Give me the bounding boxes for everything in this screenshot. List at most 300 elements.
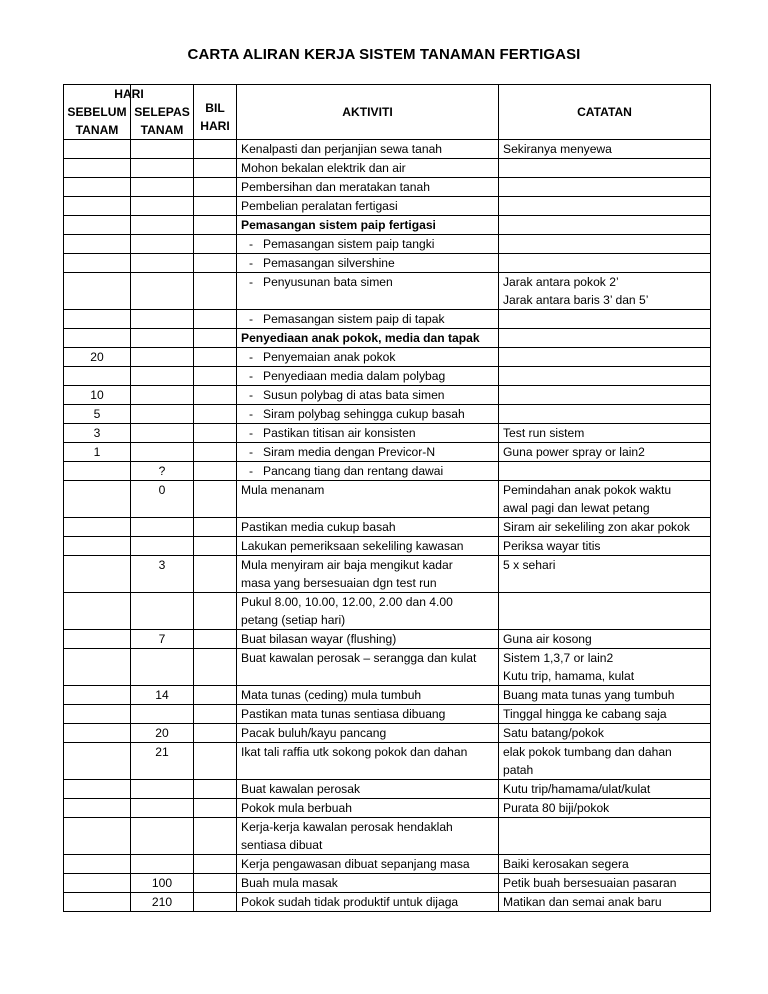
selepas-tanam-cell: [131, 310, 194, 329]
table-row: [64, 743, 711, 780]
aktiviti-line: Penyusunan bata simen: [263, 275, 393, 289]
sebelum-tanam-cell: 1: [64, 443, 131, 462]
selepas-tanam-cell: [131, 593, 194, 630]
catatan-cell: [499, 537, 711, 556]
aktiviti-line: Pukul 8.00, 10.00, 12.00, 2.00 dan 4.00: [241, 595, 453, 609]
sebelum-tanam-cell: [64, 254, 131, 273]
catatan-cell: [499, 556, 711, 593]
list-dash: -: [249, 237, 254, 251]
header-hari: HARI: [114, 87, 144, 101]
sebelum-tanam-cell: [64, 724, 131, 743]
catatan-cell: [499, 329, 711, 348]
sebelum-tanam-cell: [64, 159, 131, 178]
bil-hari-cell: [194, 724, 237, 743]
catatan-cell: [499, 893, 711, 912]
catatan-cell: [499, 140, 711, 159]
aktiviti-cell: [237, 893, 499, 912]
aktiviti-text: [241, 743, 494, 761]
bil-hari-cell: [194, 481, 237, 518]
aktiviti-text: [241, 574, 494, 592]
selepas-tanam-cell: [131, 178, 194, 197]
selepas-tanam-cell: [131, 254, 194, 273]
selepas-tanam-cell: 210: [131, 893, 194, 912]
aktiviti-cell: [237, 743, 499, 780]
aktiviti-line: masa yang bersesuaian dgn test run: [241, 576, 437, 590]
catatan-line: [503, 235, 706, 253]
aktiviti-cell: [237, 178, 499, 197]
catatan-line: elak pokok tumbang dan dahan: [503, 745, 672, 759]
aktiviti-line: Pancang tiang dan rentang dawai: [263, 464, 444, 478]
catatan-line: Guna power spray or lain2: [503, 445, 645, 459]
aktiviti-line: Buat kawalan perosak: [241, 782, 360, 796]
table-row: [64, 705, 711, 724]
selepas-tanam-cell: [131, 405, 194, 424]
aktiviti-cell: [237, 593, 499, 630]
selepas-tanam-cell: [131, 818, 194, 855]
catatan-line: Kutu trip/hamama/ulat/kulat: [503, 782, 651, 796]
aktiviti-cell: [237, 518, 499, 537]
sebelum-tanam-cell: [64, 273, 131, 310]
bil-hari-cell: [194, 367, 237, 386]
sebelum-tanam-cell: [64, 556, 131, 593]
aktiviti-text: [241, 310, 494, 328]
bil-hari-cell: [194, 780, 237, 799]
sebelum-tanam-cell: [64, 178, 131, 197]
bil-hari-cell: [194, 443, 237, 462]
catatan-line: [503, 836, 706, 854]
catatan-line: [503, 611, 706, 629]
catatan-line: Baiki kerosakan segera: [503, 857, 629, 871]
aktiviti-text: [241, 799, 494, 817]
selepas-tanam-cell: [131, 855, 194, 874]
table-row: [64, 724, 711, 743]
sebelum-tanam-cell: [64, 310, 131, 329]
catatan-line: awal pagi dan lewat petang: [503, 501, 650, 515]
sebelum-tanam-cell: [64, 630, 131, 649]
catatan-line: Matikan dan semai anak baru: [503, 895, 662, 909]
bil-hari-cell: [194, 178, 237, 197]
aktiviti-text: [241, 518, 494, 536]
selepas-tanam-cell: [131, 443, 194, 462]
catatan-line: Tinggal hingga ke cabang saja: [503, 707, 667, 721]
aktiviti-line: Mohon bekalan elektrik dan air: [241, 161, 406, 175]
aktiviti-text: [241, 367, 494, 385]
workflow-table: [63, 84, 711, 912]
table-row: [64, 178, 711, 197]
catatan-line: [503, 254, 706, 272]
aktiviti-text: [241, 159, 494, 177]
list-dash: -: [249, 464, 254, 478]
aktiviti-line: Kerja pengawasan dibuat sepanjang masa: [241, 857, 470, 871]
aktiviti-line: Pemasangan sistem paip di tapak: [263, 312, 445, 326]
aktiviti-line: Buah mula masak: [241, 876, 338, 890]
header-catatan: CATATAN: [499, 85, 711, 140]
catatan-cell: [499, 780, 711, 799]
aktiviti-cell: [237, 348, 499, 367]
bil-hari-cell: [194, 893, 237, 912]
aktiviti-line: Penyediaan anak pokok, media dan tapak: [241, 331, 480, 345]
catatan-line: [503, 310, 706, 328]
catatan-cell: [499, 630, 711, 649]
aktiviti-line: Susun polybag di atas bata simen: [263, 388, 445, 402]
aktiviti-text: [241, 499, 494, 517]
catatan-cell: [499, 855, 711, 874]
sebelum-tanam-cell: [64, 799, 131, 818]
catatan-cell: [499, 743, 711, 780]
selepas-tanam-cell: 21: [131, 743, 194, 780]
aktiviti-cell: [237, 874, 499, 893]
aktiviti-cell: [237, 799, 499, 818]
aktiviti-line: Buat kawalan perosak – serangga dan kulat: [241, 651, 477, 665]
table-row: [64, 481, 711, 518]
table-row: [64, 140, 711, 159]
selepas-tanam-cell: [131, 649, 194, 686]
aktiviti-text: [241, 537, 494, 555]
header-sebelum-line2: TANAM: [75, 123, 119, 137]
table-row: [64, 443, 711, 462]
aktiviti-cell: [237, 140, 499, 159]
aktiviti-line: Pastikan mata tunas sentiasa dibuang: [241, 707, 446, 721]
catatan-cell: [499, 235, 711, 254]
selepas-tanam-cell: [131, 537, 194, 556]
aktiviti-line: Ikat tali raffia utk sokong pokok dan dahan: [241, 745, 468, 759]
bil-hari-cell: [194, 593, 237, 630]
aktiviti-text: [241, 140, 494, 158]
catatan-line: [503, 574, 706, 592]
catatan-cell: [499, 874, 711, 893]
selepas-tanam-cell: 100: [131, 874, 194, 893]
table-row: [64, 424, 711, 443]
selepas-tanam-cell: [131, 197, 194, 216]
catatan-cell: [499, 197, 711, 216]
table-row: [64, 235, 711, 254]
list-dash: -: [249, 407, 254, 421]
catatan-line: Periksa wayar titis: [503, 539, 601, 553]
selepas-tanam-cell: [131, 235, 194, 254]
catatan-cell: [499, 518, 711, 537]
aktiviti-cell: [237, 481, 499, 518]
bil-hari-cell: [194, 197, 237, 216]
sebelum-tanam-cell: [64, 235, 131, 254]
aktiviti-cell: [237, 537, 499, 556]
selepas-tanam-cell: [131, 705, 194, 724]
aktiviti-text: [241, 686, 494, 704]
catatan-cell: [499, 273, 711, 310]
header-bil-line1: BIL: [205, 101, 225, 115]
catatan-line: [503, 593, 706, 611]
aktiviti-text: [241, 254, 494, 272]
aktiviti-text: [241, 216, 494, 234]
aktiviti-line: Siram media dengan Previcor-N: [263, 445, 436, 459]
table-row: [64, 462, 711, 481]
table-row: [64, 273, 711, 310]
bil-hari-cell: [194, 235, 237, 254]
list-dash: -: [249, 256, 254, 270]
sebelum-tanam-cell: [64, 481, 131, 518]
aktiviti-text: [241, 197, 494, 215]
aktiviti-cell: [237, 197, 499, 216]
catatan-line: Guna air kosong: [503, 632, 592, 646]
sebelum-tanam-cell: [64, 780, 131, 799]
aktiviti-cell: [237, 705, 499, 724]
aktiviti-cell: [237, 329, 499, 348]
aktiviti-cell: [237, 310, 499, 329]
aktiviti-text: [241, 348, 494, 366]
catatan-line: [503, 197, 706, 215]
table-row: [64, 329, 711, 348]
catatan-line: Pemindahan anak pokok waktu: [503, 483, 672, 497]
aktiviti-line: Kenalpasti dan perjanjian sewa tanah: [241, 142, 443, 156]
catatan-line: [503, 159, 706, 177]
aktiviti-text: [241, 443, 494, 461]
aktiviti-text: [241, 705, 494, 723]
header-selepas-line2: TANAM: [140, 123, 184, 137]
bil-hari-cell: [194, 556, 237, 593]
sebelum-tanam-cell: [64, 874, 131, 893]
sebelum-tanam-cell: [64, 216, 131, 235]
list-dash: -: [249, 388, 254, 402]
bil-hari-cell: [194, 254, 237, 273]
catatan-line: [503, 178, 706, 196]
selepas-tanam-cell: 7: [131, 630, 194, 649]
aktiviti-cell: [237, 273, 499, 310]
table-row: [64, 310, 711, 329]
aktiviti-text: [241, 630, 494, 648]
sebelum-tanam-cell: [64, 649, 131, 686]
aktiviti-line: Penyediaan media dalam polybag: [263, 369, 446, 383]
aktiviti-cell: [237, 159, 499, 178]
aktiviti-text: [241, 836, 494, 854]
bil-hari-cell: [194, 140, 237, 159]
document-title: CARTA ALIRAN KERJA SISTEM TANAMAN FERTIGASI: [187, 46, 581, 63]
aktiviti-line: Buat bilasan wayar (flushing): [241, 632, 397, 646]
catatan-cell: [499, 818, 711, 855]
catatan-line: [503, 216, 706, 234]
header-aktiviti: AKTIVITI: [237, 85, 499, 140]
sebelum-tanam-cell: [64, 893, 131, 912]
aktiviti-text: [241, 386, 494, 404]
selepas-tanam-cell: 20: [131, 724, 194, 743]
catatan-line: Test run sistem: [503, 426, 585, 440]
sebelum-tanam-cell: [64, 686, 131, 705]
aktiviti-cell: [237, 649, 499, 686]
bil-hari-cell: [194, 855, 237, 874]
aktiviti-cell: [237, 724, 499, 743]
aktiviti-cell: [237, 235, 499, 254]
aktiviti-line: Lakukan pemeriksaan sekeliling kawasan: [241, 539, 464, 553]
aktiviti-cell: [237, 818, 499, 855]
aktiviti-cell: [237, 443, 499, 462]
selepas-tanam-cell: 0: [131, 481, 194, 518]
aktiviti-text: [241, 667, 494, 685]
table-row: [64, 874, 711, 893]
sebelum-tanam-cell: [64, 855, 131, 874]
bil-hari-cell: [194, 405, 237, 424]
table-row: [64, 386, 711, 405]
aktiviti-line: Pastikan titisan air konsisten: [263, 426, 416, 440]
catatan-line: Petik buah bersesuaian pasaran: [503, 876, 677, 890]
catatan-line: Jarak antara baris 3’ dan 5’: [503, 293, 649, 307]
list-dash: -: [249, 426, 254, 440]
catatan-line: Jarak antara pokok 2’: [503, 275, 619, 289]
table-row: [64, 197, 711, 216]
sebelum-tanam-cell: 10: [64, 386, 131, 405]
aktiviti-text: [241, 556, 494, 574]
bil-hari-cell: [194, 743, 237, 780]
aktiviti-text: [241, 424, 494, 442]
aktiviti-text: [241, 818, 494, 836]
bil-hari-cell: [194, 818, 237, 855]
aktiviti-text: [241, 178, 494, 196]
aktiviti-text: [241, 291, 494, 309]
catatan-cell: [499, 178, 711, 197]
aktiviti-cell: [237, 686, 499, 705]
aktiviti-text: [241, 273, 494, 291]
aktiviti-line: Kerja-kerja kawalan perosak hendaklah: [241, 820, 453, 834]
table-row: [64, 254, 711, 273]
selepas-tanam-cell: [131, 780, 194, 799]
selepas-tanam-cell: [131, 348, 194, 367]
aktiviti-text: [241, 329, 494, 347]
table-row: [64, 405, 711, 424]
catatan-line: [503, 818, 706, 836]
sebelum-tanam-cell: [64, 140, 131, 159]
aktiviti-text: [241, 724, 494, 742]
sebelum-tanam-cell: [64, 593, 131, 630]
bil-hari-cell: [194, 386, 237, 405]
catatan-cell: [499, 254, 711, 273]
aktiviti-line: Penyemaian anak pokok: [263, 350, 396, 364]
aktiviti-line: Pemasangan sistem paip fertigasi: [241, 218, 436, 232]
bil-hari-cell: [194, 630, 237, 649]
bil-hari-cell: [194, 310, 237, 329]
bil-hari-cell: [194, 705, 237, 724]
aktiviti-text: [241, 761, 494, 779]
aktiviti-text: [241, 874, 494, 892]
catatan-line: Sistem 1,3,7 or lain2: [503, 651, 614, 665]
table-row: [64, 686, 711, 705]
sebelum-tanam-cell: 5: [64, 405, 131, 424]
catatan-line: 5 x sehari: [503, 558, 556, 572]
aktiviti-cell: [237, 556, 499, 593]
bil-hari-cell: [194, 537, 237, 556]
bil-hari-cell: [194, 216, 237, 235]
catatan-cell: [499, 424, 711, 443]
list-dash: -: [249, 369, 254, 383]
table-row: [64, 537, 711, 556]
selepas-tanam-cell: [131, 216, 194, 235]
table-row: [64, 593, 711, 630]
table-row: [64, 159, 711, 178]
catatan-cell: [499, 724, 711, 743]
catatan-line: [503, 367, 706, 385]
aktiviti-line: Pastikan media cukup basah: [241, 520, 396, 534]
aktiviti-text: [241, 649, 494, 667]
sebelum-tanam-cell: [64, 367, 131, 386]
table-header-row: [64, 85, 711, 140]
aktiviti-text: [241, 462, 494, 480]
catatan-cell: [499, 593, 711, 630]
header-selepas-tanam: [114, 85, 194, 140]
aktiviti-cell: [237, 216, 499, 235]
table-row: [64, 780, 711, 799]
sebelum-tanam-cell: [64, 818, 131, 855]
aktiviti-cell: [237, 254, 499, 273]
aktiviti-line: Mula menyiram air baja mengikut kadar: [241, 558, 453, 572]
catatan-line: [503, 386, 706, 404]
aktiviti-text: [241, 893, 494, 911]
aktiviti-line: Pembelian peralatan fertigasi: [241, 199, 398, 213]
bil-hari-cell: [194, 329, 237, 348]
catatan-cell: [499, 649, 711, 686]
catatan-line: Siram air sekeliling zon akar pokok: [503, 520, 690, 534]
bil-hari-cell: [194, 424, 237, 443]
catatan-line: Satu batang/pokok: [503, 726, 604, 740]
table-row: [64, 367, 711, 386]
header-bil-line2: HARI: [200, 119, 230, 133]
table-row: [64, 630, 711, 649]
aktiviti-text: [241, 593, 494, 611]
catatan-cell: [499, 481, 711, 518]
bil-hari-cell: [194, 462, 237, 481]
bil-hari-cell: [194, 649, 237, 686]
catatan-cell: [499, 216, 711, 235]
table-row: [64, 799, 711, 818]
sebelum-tanam-cell: [64, 197, 131, 216]
catatan-cell: [499, 386, 711, 405]
table-body: [64, 140, 711, 912]
table-row: [64, 649, 711, 686]
selepas-tanam-cell: 14: [131, 686, 194, 705]
selepas-tanam-cell: [131, 799, 194, 818]
catatan-cell: [499, 348, 711, 367]
table-row: [64, 348, 711, 367]
table-row: [64, 818, 711, 855]
selepas-tanam-cell: [131, 140, 194, 159]
selepas-tanam-cell: [131, 329, 194, 348]
catatan-cell: [499, 159, 711, 178]
table-row: [64, 893, 711, 912]
bil-hari-cell: [194, 273, 237, 310]
aktiviti-cell: [237, 855, 499, 874]
aktiviti-cell: [237, 405, 499, 424]
sebelum-tanam-cell: 3: [64, 424, 131, 443]
aktiviti-line: Pacak buluh/kayu pancang: [241, 726, 387, 740]
catatan-line: [503, 348, 706, 366]
selepas-tanam-cell: [131, 273, 194, 310]
list-dash: -: [249, 445, 254, 459]
header-sebelum-line1: SEBELUM: [67, 105, 127, 119]
list-dash: -: [249, 312, 254, 326]
catatan-cell: [499, 367, 711, 386]
aktiviti-text: [241, 855, 494, 873]
selepas-tanam-cell: [131, 424, 194, 443]
sebelum-tanam-cell: [64, 705, 131, 724]
aktiviti-line: petang (setiap hari): [241, 613, 346, 627]
catatan-line: Kutu trip, hamama, kulat: [503, 669, 635, 683]
catatan-cell: [499, 705, 711, 724]
aktiviti-line: Pokok mula berbuah: [241, 801, 352, 815]
aktiviti-line: Pokok sudah tidak produktif untuk dijaga: [241, 895, 459, 909]
catatan-line: patah: [503, 763, 534, 777]
aktiviti-line: Pemasangan silvershine: [263, 256, 395, 270]
catatan-cell: [499, 405, 711, 424]
selepas-tanam-cell: [131, 386, 194, 405]
aktiviti-cell: [237, 462, 499, 481]
aktiviti-line: sentiasa dibuat: [241, 838, 323, 852]
catatan-cell: [499, 443, 711, 462]
aktiviti-text: [241, 235, 494, 253]
